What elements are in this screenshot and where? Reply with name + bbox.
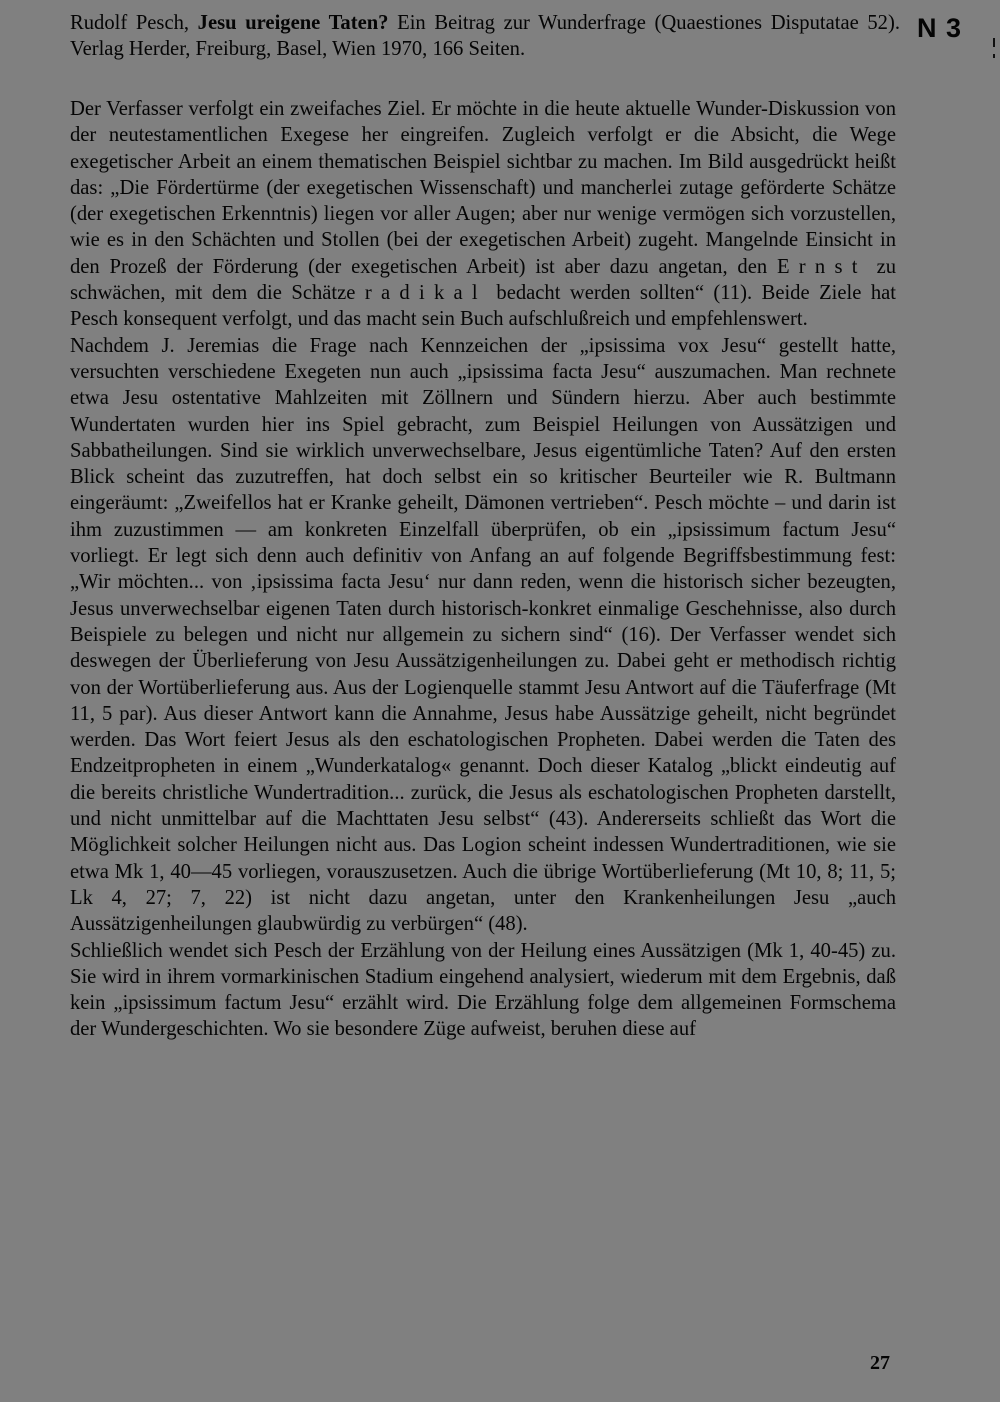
review-bibliographic-details: Ein Beitrag zur Wunderfrage (Quaestiones Disputatae 52). Verlag Herder, Freiburg, Basel, Wien 1970, 166 Seiten. xyxy=(70,12,900,60)
page-number: 27 xyxy=(870,1352,890,1374)
review-body xyxy=(70,96,896,1043)
paragraph-2: Nachdem J. Jeremias die Frage nach Kennzeichen der „ipsissima vox Jesu“ gestellt hatte, versuchten verschiedene Exegeten nun auch „ipsissima facta Jesu“ auszumachen. Man rechnete etwa Jesu ostentative Mahlzeiten mit Zöllnern und Sündern hierzu. Aber auch bestimmte Wundertaten wurden hier ins Spiel gebracht, zum Beispiel Heilungen von Aussätzigen und Sabbatheilungen. Sind sie wirklich unverwechselbare, Jesus eigentümliche Taten? Auf den ersten Blick scheint das zuzutreffen, hat doch selbst ein so kritischer Beurteiler wie R. Bultmann eingeräumt: „Zweifellos hat er Kranke geheilt, Dämonen vertrieben“. Pesch möchte – und darin ist ihm zuzustimmen — am konkreten Einzelfall überprüfen, ob ein „ipsissimum factum Jesu“ vorliegt. Er legt sich denn auch definitiv von Anfang an auf folgende Begriffsbestimmung fest: „Wir möchten... von ‚ipsissima facta Jesu‘ nur dann reden, wenn die historisch sicher bezeugten, Jesus unverwechselbar eigenen Taten durch historisch-konkret einmalige Geschehnisse, also durch Beispiele zu belegen und nicht nur allgemein zu sichern sind“ (16). Der Verfasser wendet sich deswegen der Überlieferung von Jesu Aussätzigenheilungen zu. Dabei geht er methodisch richtig von der Wortüberlieferung aus. Aus der Logienquelle stammt Jesu Antwort auf die Täuferfrage (Mt 11, 5 par). Aus dieser Antwort kann die Annahme, Jesus habe Aussätzige geheilt, nicht begründet werden. Das Wort feiert Jesus als den eschatologischen Propheten. Dabei werden die Taten des Endzeitpropheten in einem „Wunderkatalog« genannt. Doch dieser Katalog „blickt eindeutig auf die bereits christliche Wundertradition... zurück, die Jesus als eschatologischen Propheten darstellt, und nicht unmittelbar auf die Machttaten Jesu selbst“ (43). Andererseits schließt das Wort die Möglichkeit solcher Heilungen nicht aus. Das Logion scheint indessen Wundertraditionen, wie sie etwa Mk 1, 40—45 vorliegen, vorauszusetzen. Auch die übrige Wortüberlieferung (Mt 10, 8; 11, 5; Lk 4, 27; 7, 22) ist nicht dazu angetan, unter den Krankenheilungen Jesu „auch Aussätzigenheilungen glaubwürdig zu verbürgen“ (48). xyxy=(70,334,896,936)
section-label: N 3 xyxy=(917,13,963,43)
paragraph-1-text: bedacht werden sollten“ (11). Beide Ziele hat Pesch konsequent verfolgt, und das macht sein Buch aufschlußreich und empfehlenswert. xyxy=(70,282,896,331)
review-book-title: Jesu ureigene Taten? xyxy=(197,12,389,34)
paragraph-3: Schließlich wendet sich Pesch der Erzählung von der Heilung eines Aussätzigen (Mk 1, 40-45) zu. Sie wird in ihrem vormarkinischen Stadium eingehend analysiert, wiederum mit dem Ergebnis, daß kein „ipsissimum factum Jesu“ erzählt wird. Die Erzählung folge dem allgemeinen Formschema der Wundergeschichten. Wo sie besondere Züge aufweist, beruhen diese auf xyxy=(70,939,896,1041)
scan-edge-mark xyxy=(993,38,995,47)
paragraph-1-text: Der Verfasser verfolgt ein zweifaches Ziel. Er möchte in die heute aktuelle Wunder-Diskussion von der neutestamentlichen Exegese her eingreifen. Zugleich verfolgt er die Absicht, die Wege exegetischer Arbeit an einem thematischen Beispiel sichtbar zu machen. Im Bild ausgedrückt heißt das: „Die Fördertürme (der exegetischen Wissenschaft) und mancherlei zutage geförderte Schätze (der exegetischen Erkenntnis) liegen vor aller Augen; aber nur wenige vermögen sich vorzustellen, wie es in den Schächten und Stollen (bei der exegetischen Arbeit) zugeht. Mangelnde Einsicht in den Prozeß der Förderung (der exegetischen Arbeit) ist aber dazu angetan, den xyxy=(70,98,896,278)
paragraph-1 xyxy=(70,96,896,333)
emphasis-radikal: radikal xyxy=(364,282,487,305)
emphasis-ernst: Ernst xyxy=(776,255,867,278)
review-header xyxy=(70,10,900,62)
paragraph-1-text: zu schwächen, mit dem die Schätze xyxy=(70,255,896,305)
scan-edge-mark xyxy=(993,54,995,58)
review-author: Rudolf Pesch, xyxy=(70,12,190,34)
